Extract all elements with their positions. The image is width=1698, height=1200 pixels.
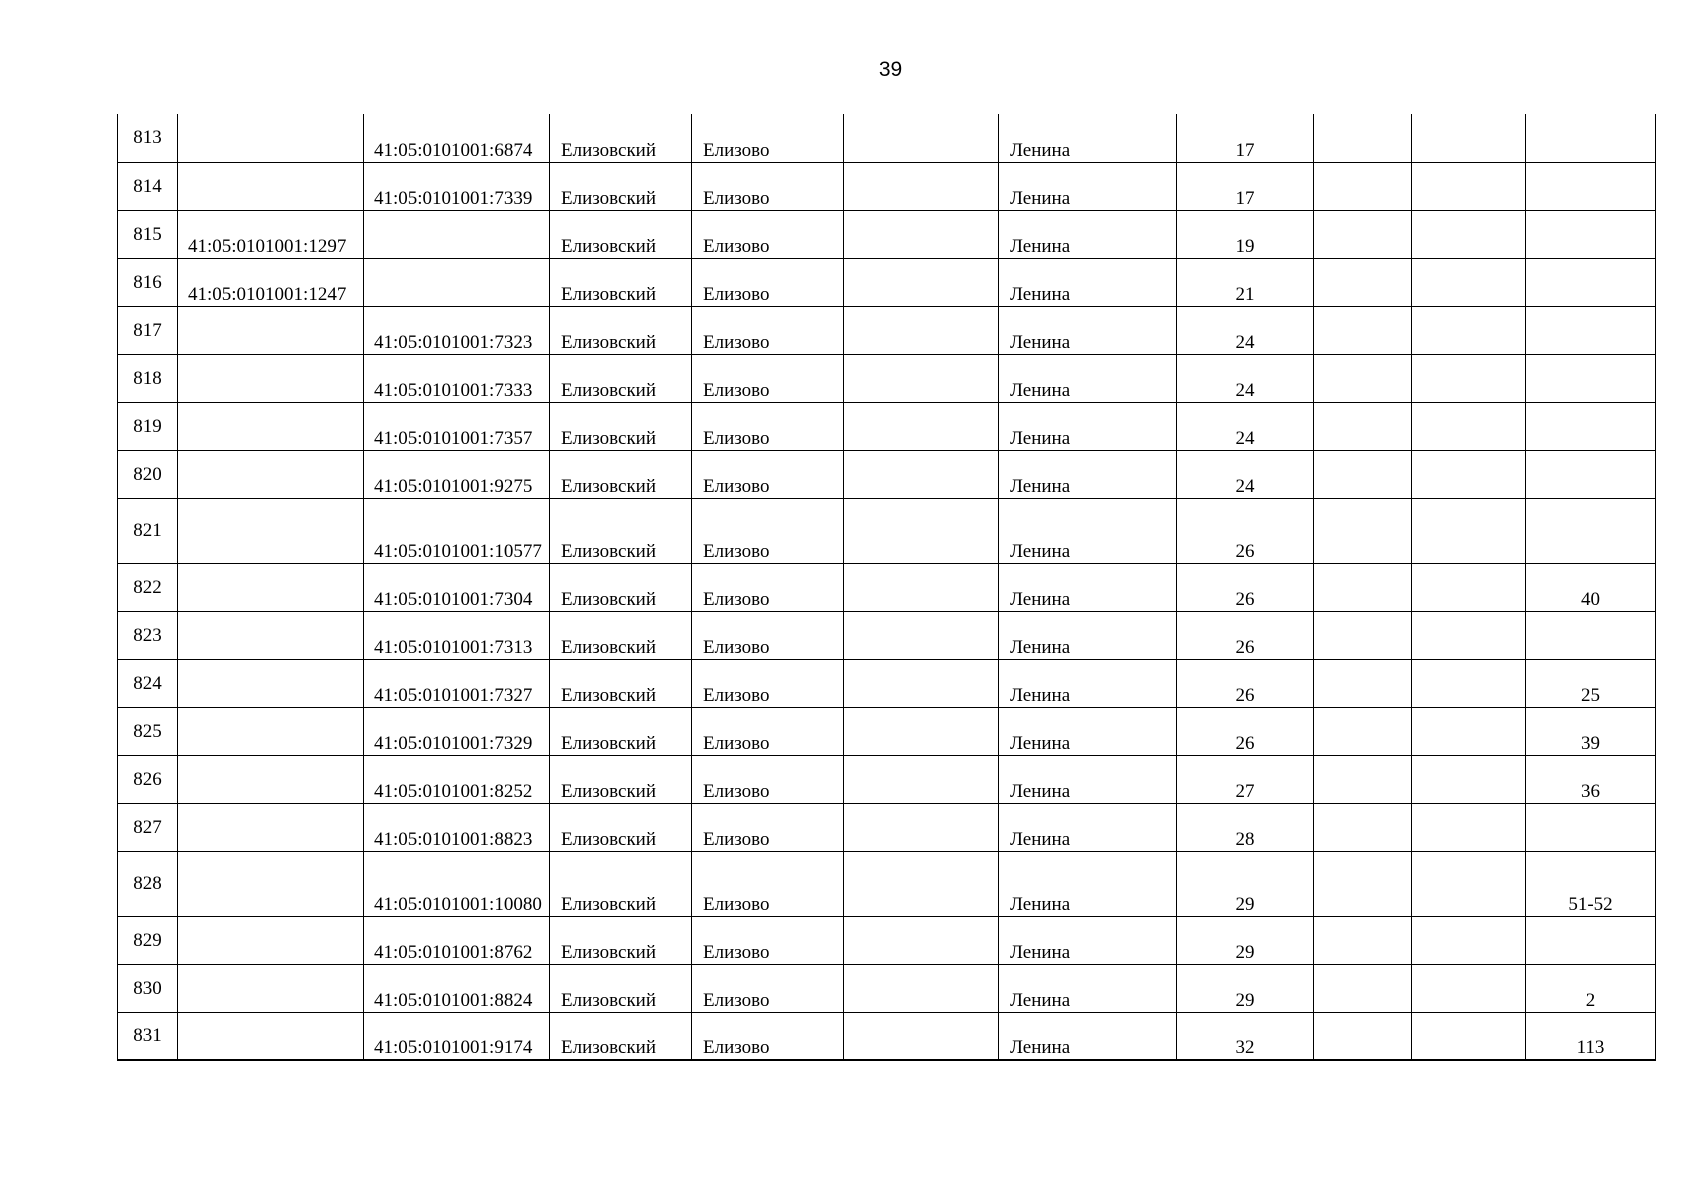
table-row <box>118 707 1656 755</box>
empty-cell <box>1412 162 1526 210</box>
empty-cell <box>844 755 999 803</box>
premises-cadastral-number-cell: 41:05:0101001:9174 <box>364 1012 550 1060</box>
empty-cell <box>1314 354 1412 402</box>
row-number-cell: 817 <box>118 306 178 354</box>
apartment-number-cell <box>1526 354 1656 402</box>
empty-cell <box>844 964 999 1012</box>
premises-cadastral-number-cell: 41:05:0101001:9275 <box>364 450 550 498</box>
table-row <box>118 659 1656 707</box>
street-cell: Ленина <box>999 162 1177 210</box>
table-row <box>118 306 1656 354</box>
house-number-cell: 24 <box>1177 306 1314 354</box>
city-cell: Елизово <box>692 707 844 755</box>
empty-cell <box>844 306 999 354</box>
empty-cell <box>1314 611 1412 659</box>
cadastral-number-cell <box>178 803 364 851</box>
street-cell: Ленина <box>999 659 1177 707</box>
table-row <box>118 162 1656 210</box>
city-cell: Елизово <box>692 258 844 306</box>
row-number-cell: 813 <box>118 114 178 162</box>
row-number-cell: 814 <box>118 162 178 210</box>
apartment-number-cell <box>1526 450 1656 498</box>
cadastral-number-cell <box>178 114 364 162</box>
cadastral-number-cell <box>178 306 364 354</box>
district-cell: Елизовский <box>550 755 692 803</box>
table-row <box>118 964 1656 1012</box>
district-cell: Елизовский <box>550 964 692 1012</box>
cadastral-number-cell <box>178 162 364 210</box>
district-cell: Елизовский <box>550 306 692 354</box>
street-cell: Ленина <box>999 402 1177 450</box>
premises-cadastral-number-cell: 41:05:0101001:10577 <box>364 498 550 563</box>
apartment-number-cell <box>1526 114 1656 162</box>
street-cell: Ленина <box>999 114 1177 162</box>
empty-cell <box>1314 162 1412 210</box>
empty-cell <box>1412 659 1526 707</box>
premises-cadastral-number-cell <box>364 258 550 306</box>
premises-cadastral-number-cell: 41:05:0101001:8252 <box>364 755 550 803</box>
house-number-cell: 24 <box>1177 354 1314 402</box>
cadastral-number-cell <box>178 659 364 707</box>
table-row <box>118 755 1656 803</box>
empty-cell <box>1412 563 1526 611</box>
apartment-number-cell <box>1526 306 1656 354</box>
empty-cell <box>1314 916 1412 964</box>
district-cell: Елизовский <box>550 803 692 851</box>
apartment-number-cell: 40 <box>1526 563 1656 611</box>
empty-cell <box>1314 803 1412 851</box>
empty-cell <box>1314 306 1412 354</box>
empty-cell <box>844 354 999 402</box>
district-cell: Елизовский <box>550 563 692 611</box>
house-number-cell: 26 <box>1177 611 1314 659</box>
empty-cell <box>844 611 999 659</box>
house-number-cell: 29 <box>1177 964 1314 1012</box>
district-cell: Елизовский <box>550 258 692 306</box>
table-row <box>118 803 1656 851</box>
cadastral-number-cell <box>178 563 364 611</box>
premises-cadastral-number-cell: 41:05:0101001:7323 <box>364 306 550 354</box>
city-cell: Елизово <box>692 498 844 563</box>
street-cell: Ленина <box>999 258 1177 306</box>
apartment-number-cell <box>1526 210 1656 258</box>
cadastral-number-cell <box>178 851 364 916</box>
street-cell: Ленина <box>999 450 1177 498</box>
apartment-number-cell <box>1526 611 1656 659</box>
cadastral-number-cell <box>178 402 364 450</box>
apartment-number-cell <box>1526 916 1656 964</box>
apartment-number-cell: 36 <box>1526 755 1656 803</box>
empty-cell <box>1412 803 1526 851</box>
house-number-cell: 28 <box>1177 803 1314 851</box>
empty-cell <box>1412 964 1526 1012</box>
house-number-cell: 19 <box>1177 210 1314 258</box>
empty-cell <box>1314 964 1412 1012</box>
empty-cell <box>844 114 999 162</box>
empty-cell <box>1412 707 1526 755</box>
cadastral-number-cell <box>178 916 364 964</box>
city-cell: Елизово <box>692 803 844 851</box>
premises-cadastral-number-cell <box>364 210 550 258</box>
street-cell: Ленина <box>999 210 1177 258</box>
empty-cell <box>1314 659 1412 707</box>
table-row <box>118 1012 1656 1060</box>
cadastral-number-cell <box>178 611 364 659</box>
empty-cell <box>844 1012 999 1060</box>
row-number-cell: 816 <box>118 258 178 306</box>
empty-cell <box>1314 1012 1412 1060</box>
table-row <box>118 114 1656 162</box>
empty-cell <box>1314 707 1412 755</box>
row-number-cell: 820 <box>118 450 178 498</box>
city-cell: Елизово <box>692 354 844 402</box>
district-cell: Елизовский <box>550 611 692 659</box>
district-cell: Елизовский <box>550 851 692 916</box>
empty-cell <box>1314 563 1412 611</box>
apartment-number-cell <box>1526 498 1656 563</box>
apartment-number-cell <box>1526 803 1656 851</box>
cadastral-number-cell <box>178 964 364 1012</box>
apartment-number-cell <box>1526 402 1656 450</box>
row-number-cell: 829 <box>118 916 178 964</box>
city-cell: Елизово <box>692 563 844 611</box>
table-row <box>118 354 1656 402</box>
street-cell: Ленина <box>999 707 1177 755</box>
district-cell: Елизовский <box>550 450 692 498</box>
street-cell: Ленина <box>999 803 1177 851</box>
house-number-cell: 29 <box>1177 916 1314 964</box>
empty-cell <box>844 210 999 258</box>
table-row <box>118 851 1656 916</box>
premises-cadastral-number-cell: 41:05:0101001:8824 <box>364 964 550 1012</box>
premises-cadastral-number-cell: 41:05:0101001:10080 <box>364 851 550 916</box>
table-row <box>118 916 1656 964</box>
cadastral-number-cell <box>178 498 364 563</box>
row-number-cell: 818 <box>118 354 178 402</box>
empty-cell <box>1412 402 1526 450</box>
apartment-number-cell: 39 <box>1526 707 1656 755</box>
street-cell: Ленина <box>999 306 1177 354</box>
premises-cadastral-number-cell: 41:05:0101001:7339 <box>364 162 550 210</box>
street-cell: Ленина <box>999 851 1177 916</box>
house-number-cell: 26 <box>1177 707 1314 755</box>
table-row <box>118 563 1656 611</box>
row-number-cell: 821 <box>118 498 178 563</box>
empty-cell <box>1412 258 1526 306</box>
empty-cell <box>844 162 999 210</box>
district-cell: Елизовский <box>550 210 692 258</box>
cadastral-number-cell <box>178 707 364 755</box>
row-number-cell: 823 <box>118 611 178 659</box>
row-number-cell: 822 <box>118 563 178 611</box>
house-number-cell: 17 <box>1177 114 1314 162</box>
table-row <box>118 258 1656 306</box>
street-cell: Ленина <box>999 498 1177 563</box>
empty-cell <box>1314 402 1412 450</box>
empty-cell <box>844 258 999 306</box>
city-cell: Елизово <box>692 402 844 450</box>
house-number-cell: 26 <box>1177 498 1314 563</box>
premises-cadastral-number-cell: 41:05:0101001:7304 <box>364 563 550 611</box>
house-number-cell: 26 <box>1177 563 1314 611</box>
house-number-cell: 32 <box>1177 1012 1314 1060</box>
empty-cell <box>844 707 999 755</box>
table-row <box>118 402 1656 450</box>
apartment-number-cell: 25 <box>1526 659 1656 707</box>
district-cell: Елизовский <box>550 114 692 162</box>
premises-cadastral-number-cell: 41:05:0101001:7357 <box>364 402 550 450</box>
empty-cell <box>844 563 999 611</box>
empty-cell <box>1314 498 1412 563</box>
empty-cell <box>1314 114 1412 162</box>
cadastral-number-cell <box>178 755 364 803</box>
empty-cell <box>1412 851 1526 916</box>
row-number-cell: 827 <box>118 803 178 851</box>
apartment-number-cell: 113 <box>1526 1012 1656 1060</box>
table-row <box>118 450 1656 498</box>
row-number-cell: 824 <box>118 659 178 707</box>
district-cell: Елизовский <box>550 707 692 755</box>
row-number-cell: 830 <box>118 964 178 1012</box>
empty-cell <box>844 916 999 964</box>
empty-cell <box>844 803 999 851</box>
premises-cadastral-number-cell: 41:05:0101001:7313 <box>364 611 550 659</box>
district-cell: Елизовский <box>550 162 692 210</box>
premises-cadastral-number-cell: 41:05:0101001:7327 <box>364 659 550 707</box>
empty-cell <box>1314 755 1412 803</box>
city-cell: Елизово <box>692 306 844 354</box>
cadastral-number-cell <box>178 1012 364 1060</box>
row-number-cell: 815 <box>118 210 178 258</box>
house-number-cell: 29 <box>1177 851 1314 916</box>
row-number-cell: 828 <box>118 851 178 916</box>
row-number-cell: 825 <box>118 707 178 755</box>
empty-cell <box>1314 851 1412 916</box>
cadastral-number-cell <box>178 450 364 498</box>
apartment-number-cell <box>1526 162 1656 210</box>
empty-cell <box>1412 450 1526 498</box>
house-number-cell: 17 <box>1177 162 1314 210</box>
house-number-cell: 26 <box>1177 659 1314 707</box>
address-registry-table <box>117 114 1656 1061</box>
city-cell: Елизово <box>692 755 844 803</box>
row-number-cell: 831 <box>118 1012 178 1060</box>
city-cell: Елизово <box>692 964 844 1012</box>
empty-cell <box>1412 1012 1526 1060</box>
table-row <box>118 498 1656 563</box>
empty-cell <box>1314 450 1412 498</box>
city-cell: Елизово <box>692 114 844 162</box>
empty-cell <box>1412 611 1526 659</box>
empty-cell <box>1412 210 1526 258</box>
apartment-number-cell: 2 <box>1526 964 1656 1012</box>
empty-cell <box>844 498 999 563</box>
city-cell: Елизово <box>692 851 844 916</box>
district-cell: Елизовский <box>550 498 692 563</box>
premises-cadastral-number-cell: 41:05:0101001:6874 <box>364 114 550 162</box>
street-cell: Ленина <box>999 611 1177 659</box>
premises-cadastral-number-cell: 41:05:0101001:8762 <box>364 916 550 964</box>
street-cell: Ленина <box>999 755 1177 803</box>
empty-cell <box>1412 306 1526 354</box>
empty-cell <box>844 659 999 707</box>
district-cell: Елизовский <box>550 916 692 964</box>
premises-cadastral-number-cell: 41:05:0101001:7329 <box>364 707 550 755</box>
house-number-cell: 24 <box>1177 402 1314 450</box>
house-number-cell: 24 <box>1177 450 1314 498</box>
city-cell: Елизово <box>692 162 844 210</box>
city-cell: Елизово <box>692 916 844 964</box>
street-cell: Ленина <box>999 354 1177 402</box>
apartment-number-cell <box>1526 258 1656 306</box>
row-number-cell: 819 <box>118 402 178 450</box>
cadastral-number-cell: 41:05:0101001:1247 <box>178 258 364 306</box>
empty-cell <box>844 851 999 916</box>
cadastral-number-cell <box>178 354 364 402</box>
apartment-number-cell: 51-52 <box>1526 851 1656 916</box>
empty-cell <box>844 402 999 450</box>
empty-cell <box>1412 498 1526 563</box>
city-cell: Елизово <box>692 450 844 498</box>
street-cell: Ленина <box>999 1012 1177 1060</box>
table-row <box>118 210 1656 258</box>
district-cell: Елизовский <box>550 402 692 450</box>
district-cell: Елизовский <box>550 1012 692 1060</box>
city-cell: Елизово <box>692 1012 844 1060</box>
street-cell: Ленина <box>999 964 1177 1012</box>
premises-cadastral-number-cell: 41:05:0101001:8823 <box>364 803 550 851</box>
table-row <box>118 611 1656 659</box>
city-cell: Елизово <box>692 659 844 707</box>
street-cell: Ленина <box>999 916 1177 964</box>
house-number-cell: 27 <box>1177 755 1314 803</box>
empty-cell <box>1412 916 1526 964</box>
page-number: 39 <box>878 58 903 81</box>
house-number-cell: 21 <box>1177 258 1314 306</box>
city-cell: Елизово <box>692 611 844 659</box>
city-cell: Елизово <box>692 210 844 258</box>
empty-cell <box>1412 114 1526 162</box>
empty-cell <box>844 450 999 498</box>
cadastral-number-cell: 41:05:0101001:1297 <box>178 210 364 258</box>
row-number-cell: 826 <box>118 755 178 803</box>
district-cell: Елизовский <box>550 354 692 402</box>
district-cell: Елизовский <box>550 659 692 707</box>
premises-cadastral-number-cell: 41:05:0101001:7333 <box>364 354 550 402</box>
empty-cell <box>1314 258 1412 306</box>
street-cell: Ленина <box>999 563 1177 611</box>
empty-cell <box>1412 755 1526 803</box>
empty-cell <box>1314 210 1412 258</box>
empty-cell <box>1412 354 1526 402</box>
